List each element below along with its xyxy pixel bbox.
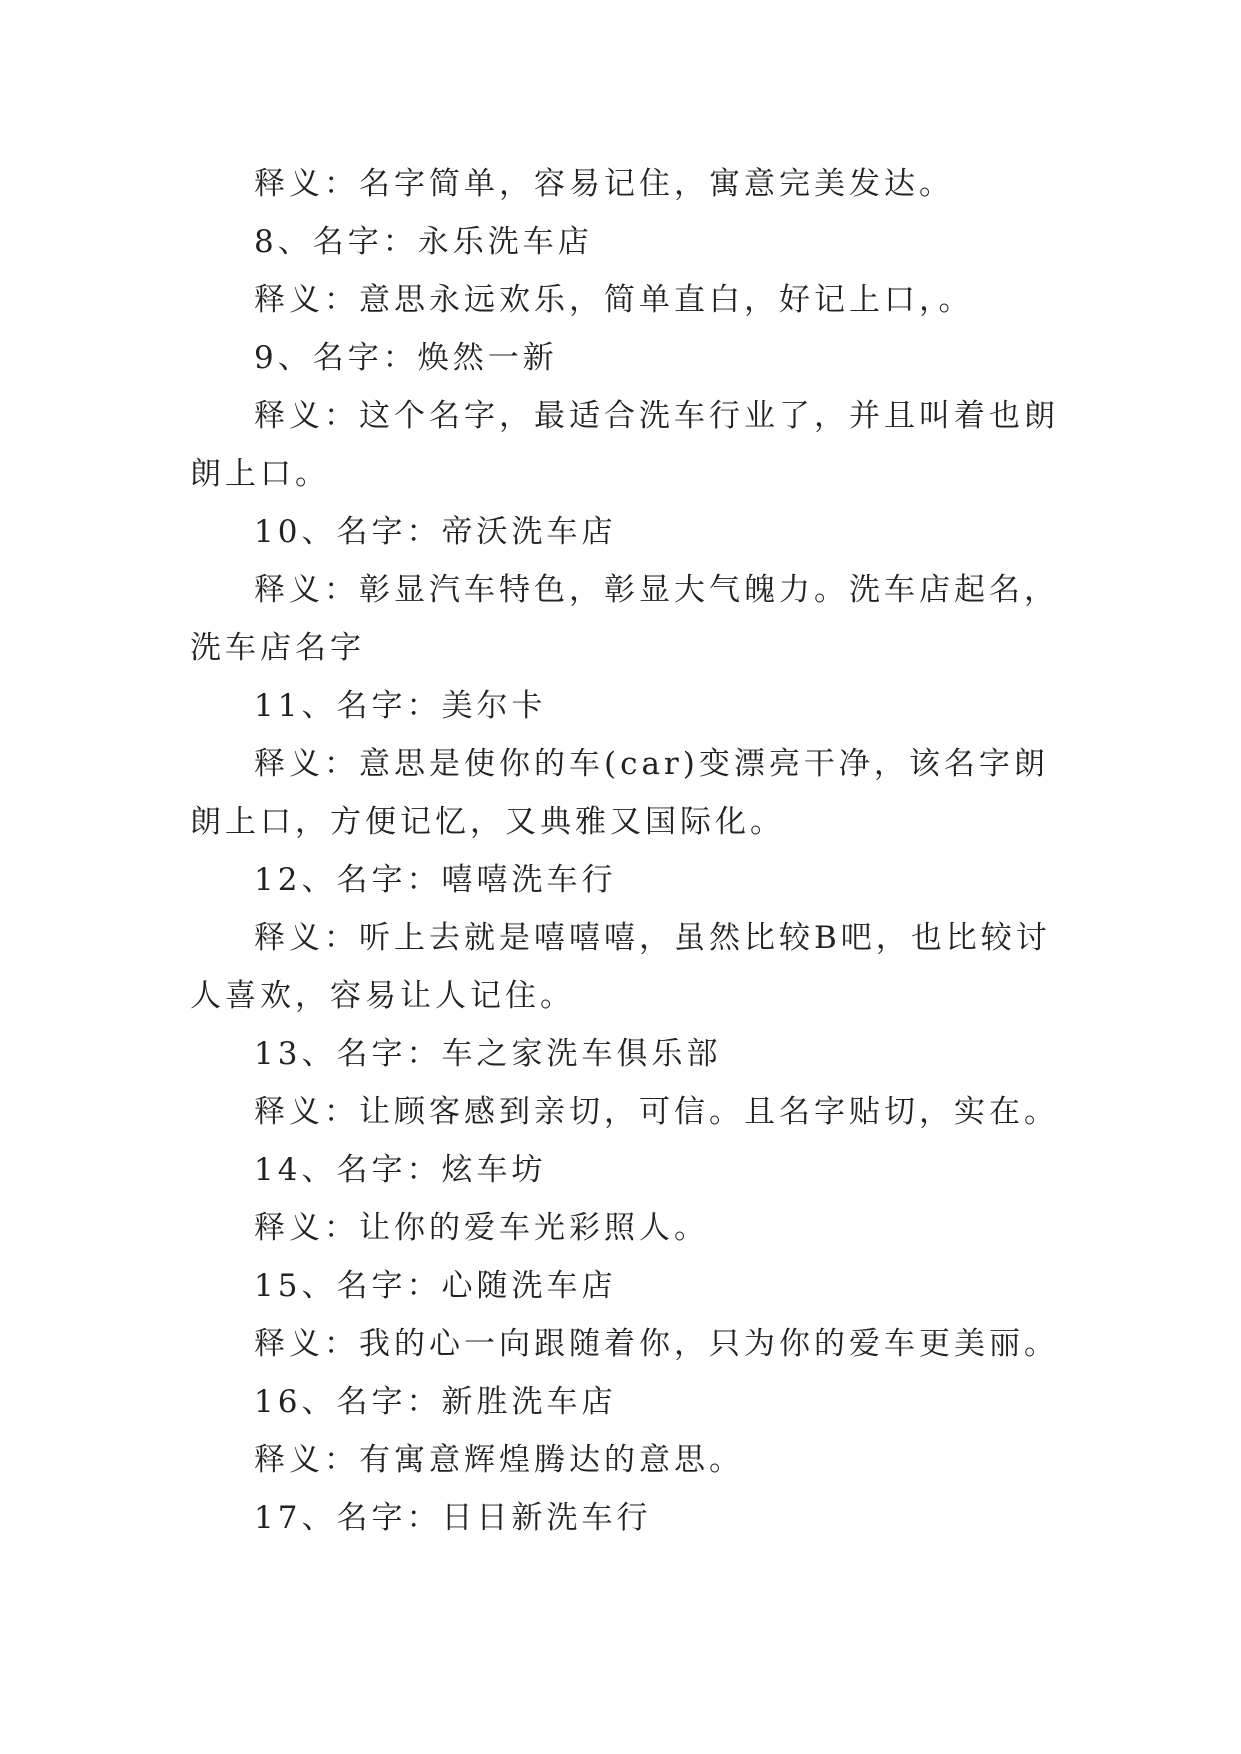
paragraph-meaning-15: 释义：我的心一向跟随着你，只为你的爱车更美丽。 xyxy=(254,1326,1059,1362)
paragraph-name-10: 10、名字：帝沃洗车店 xyxy=(254,514,617,550)
paragraph-meaning-10: 释义：彰显汽车特色，彰显大气魄力。洗车店起名，洗车店名字 xyxy=(190,572,1059,666)
paragraph-meaning-11: 释义：意思是使你的车(car)变漂亮干净，该名字朗朗上口，方便记忆，又典雅又国际化。 xyxy=(190,746,1049,840)
paragraph-name-9: 9、名字：焕然一新 xyxy=(254,340,558,376)
paragraph-name-13: 13、名字：车之家洗车俱乐部 xyxy=(254,1036,722,1072)
paragraph-name-8: 8、名字：永乐洗车店 xyxy=(254,224,593,260)
paragraph-meaning-8: 释义：意思永远欢乐，简单直白，好记上口，。 xyxy=(254,282,974,318)
paragraph-name-14: 14、名字：炫车坊 xyxy=(254,1152,547,1188)
document-body xyxy=(190,155,1060,1547)
paragraph-meaning-12: 释义：听上去就是嘻嘻嘻，虽然比较B吧，也比较讨人喜欢，容易让人记住。 xyxy=(190,920,1051,1014)
paragraph-meaning-7: 释义：名字简单，容易记住，寓意完美发达。 xyxy=(254,166,954,202)
paragraph-name-15: 15、名字：心随洗车店 xyxy=(254,1268,617,1304)
paragraph-meaning-9: 释义：这个名字，最适合洗车行业了，并且叫着也朗朗上口。 xyxy=(190,398,1059,492)
paragraph-name-11: 11、名字：美尔卡 xyxy=(254,688,547,724)
paragraph-name-16: 16、名字：新胜洗车店 xyxy=(254,1384,617,1420)
paragraph-name-17: 17、名字：日日新洗车行 xyxy=(254,1500,652,1536)
paragraph-meaning-16: 释义：有寓意辉煌腾达的意思。 xyxy=(254,1442,744,1478)
paragraph-meaning-13: 释义：让顾客感到亲切，可信。且名字贴切，实在。 xyxy=(254,1094,1059,1130)
paragraph-meaning-14: 释义：让你的爱车光彩照人。 xyxy=(254,1210,709,1246)
paragraph-name-12: 12、名字：嘻嘻洗车行 xyxy=(254,862,617,898)
